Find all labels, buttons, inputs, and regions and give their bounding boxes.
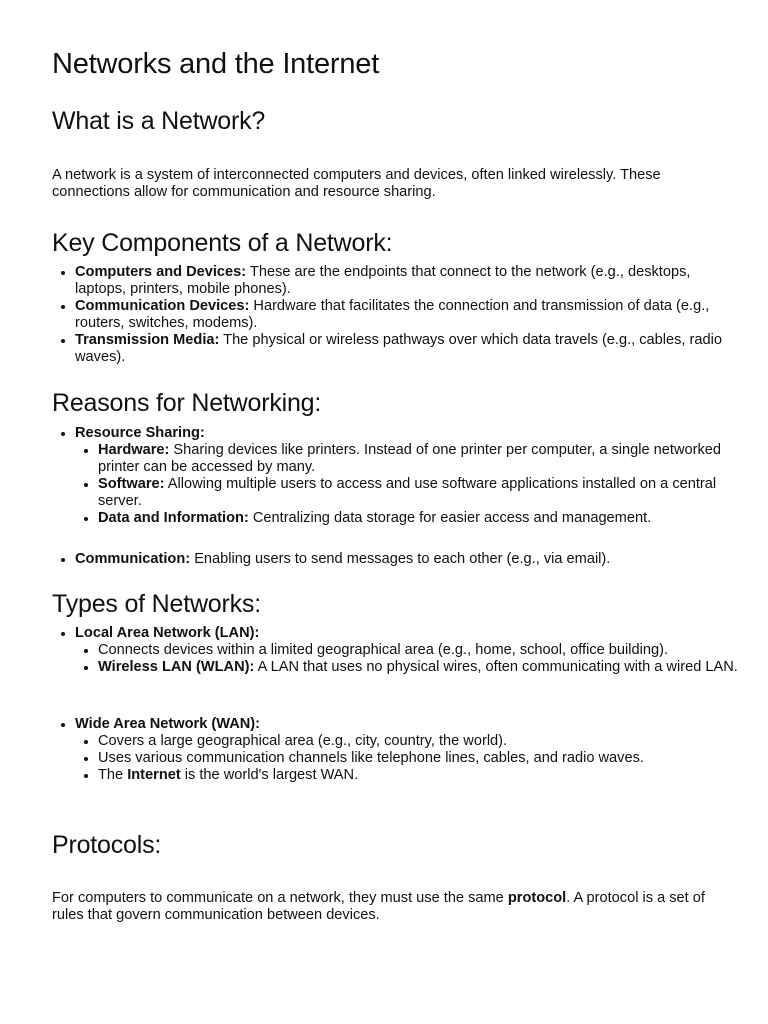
heading-reasons: Reasons for Networking: [52,389,322,417]
list-item [75,332,745,366]
heading-protocols: Protocols: [52,831,162,859]
term: Communication: [75,551,191,567]
term: Data and Information: [98,510,249,526]
list-item [98,659,745,676]
list-item-lan [75,625,745,676]
term: Resource Sharing: [75,425,205,441]
text: The [98,767,128,783]
text: . A protocol is a set of rules that govern communication between devices. [52,890,705,923]
paragraph-protocols [52,890,722,924]
list-item: • Covers a large geographical area (e.g., city, country, the world). [98,733,745,750]
heading-what-is-network: What is a Network? [52,107,266,135]
list-item [98,510,745,527]
list-item-resource-sharing [75,425,745,527]
list-item: • Connects devices within a limited geographical area (e.g., home, school, office building). [98,642,745,659]
list-types-wan [52,716,745,784]
description: A LAN that uses no physical wires, often communicating with a wired LAN. [254,659,738,675]
list-item: • Uses various communication channels like telephone lines, cables, and radio waves. [98,750,745,767]
text: is the world's largest WAN. [180,767,359,783]
term: Communication Devices: [75,298,250,314]
list-item-communication [75,551,745,568]
term: Software: [98,476,165,492]
list-item [75,264,745,298]
list-item [98,767,745,784]
description: The physical or wireless pathways over which data travels (e.g., cables, radio waves). [75,332,722,365]
term: Computers and Devices: [75,264,247,280]
description: These are the endpoints that connect to the network (e.g., desktops, laptops, printers, mobile phones). [75,264,691,297]
heading-key-components: Key Components of a Network: [52,229,393,257]
description: Allowing multiple users to access and use software applications installed on a central server. [98,476,717,509]
description: Hardware that facilitates the connection and transmission of data (e.g., routers, switches, modems). [75,298,710,331]
list-item-wan [75,716,745,784]
description: Sharing devices like printers. Instead of one printer per computer, a single networked printer can be accessed by many. [98,442,721,475]
term: Wireless LAN (WLAN): [98,659,255,675]
list-item [75,298,745,332]
paragraph-network-definition: A network is a system of interconnected computers and devices, often linked wirelessly. These connections allow for communication and resource sharing. [52,167,661,200]
list-key-components [52,264,745,366]
description: Centralizing data storage for easier access and management. [248,510,652,526]
list-item [98,476,745,510]
page-title: Networks and the Internet [52,48,380,80]
emphasis: Internet [127,767,181,783]
sublist-lan [75,642,745,676]
term: Local Area Network (LAN): [75,625,260,641]
description: Enabling users to send messages to each other (e.g., via email). [190,551,611,567]
term: Hardware: [98,442,170,458]
text: For computers to communicate on a network, they must use the same [52,890,508,906]
emphasis: protocol [507,890,567,906]
sublist-resource-sharing [75,442,745,527]
list-reasons [52,425,745,527]
term: Wide Area Network (WAN): [75,716,261,732]
list-reasons-communication [52,551,745,568]
list-item [98,442,745,476]
list-types-lan [52,625,745,676]
sublist-wan [75,733,745,784]
term: Transmission Media: [75,332,220,348]
heading-types: Types of Networks: [52,590,261,618]
